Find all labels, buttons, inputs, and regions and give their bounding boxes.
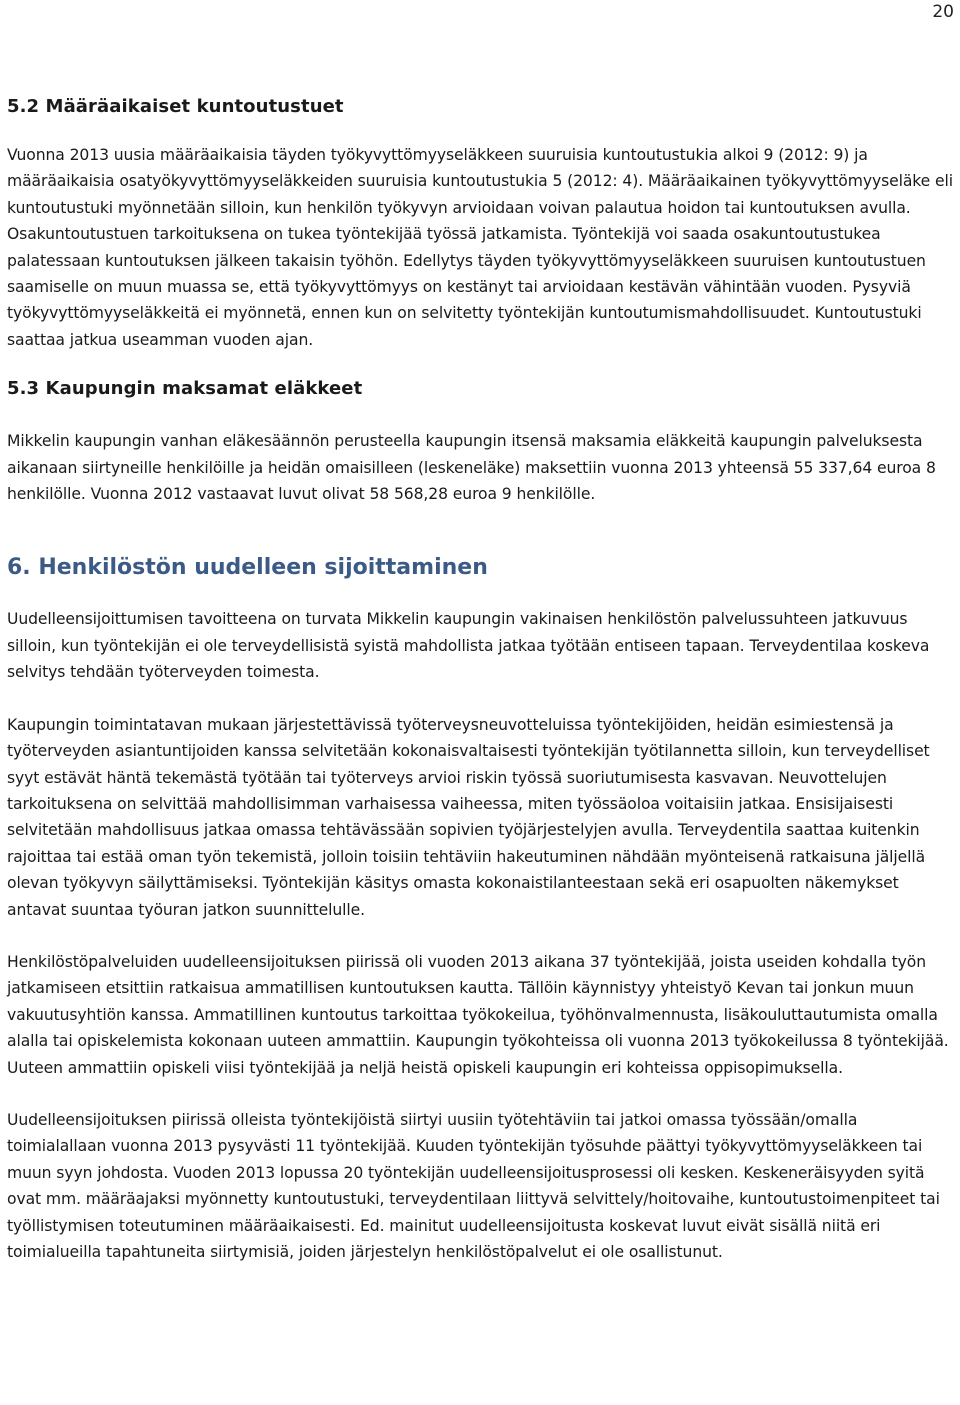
section-5-2-heading: 5.2 Määräaikaiset kuntoutustuet [7, 96, 344, 117]
section-5-2-paragraph: Vuonna 2013 uusia määräaikaisia täyden työkyvyttömyyseläkkeen suuruisia kuntoutustukia alkoi 9 (2012: 9) ja määräaikaisia osatyökyvyttömyyseläkkeiden suuruisia kuntoutustukia 5 (2012: 4). Määräaikainen työkyvyttömyyseläke eli kuntoutustuki myönnetään silloin, kun henkilön työkyvyn arvioidaan voivan palautua hoidon tai kuntoutuksen avulla. Osakuntoutustuen tarkoituksena on tukea työntekijää työssä jatkamista. Työntekijä voi saada osakuntoutustukea palatessaan kuntoutuksen jälkeen takaisin työhön. Edellytys täyden työkyvyttömyyseläkkeen suuruisen kuntoutustuen saamiselle on muun muassa se, että työkyvyttömyys on kestänyt tai arvioidaan kestävän vähintään vuoden. Pysyviä työkyvyttömyyseläkkeitä ei myönnetä, ennen kun on selvitetty työntekijän kuntoutumismahdollisuudet. Kuntoutustuki saattaa jatkua useamman vuoden ajan. [7, 146, 953, 349]
page-number: 20 [932, 2, 954, 22]
section-5-3-paragraph: Mikkelin kaupungin vanhan eläkesäännön perusteella kaupungin itsensä maksamia eläkkeitä kaupungin palveluksesta aikanaan siirtyneille henkilöille ja heidän omaisilleen (leskeneläke) maksettiin vuonna 2013 yhteensä 55 337,64 euroa 8 henkilölle. Vuonna 2012 vastaavat luvut olivat 58 568,28 euroa 9 henkilölle. [7, 432, 936, 504]
section-6-paragraph-2: Kaupungin toimintatavan mukaan järjestettävissä työterveysneuvotteluissa työntekijöiden, heidän esimiestensä ja työterveyden asiantuntijoiden kanssa selvitetään kokonaisvaltaisesti työntekijän työtilannetta silloin, kun terveydelliset syyt estävät häntä tekemästä työtään tai työterveys arvioi riskin työssä suoriutumisesta kasvavan. Neuvottelujen tarkoituksena on selvittää mahdollisimman varhaisessa vaiheessa, miten työssäoloa voitaisiin jatkaa. Ensisijaisesti selvitetään mahdollisuus jatkaa omassa tehtävässään sopivien työjärjestelyjen avulla. Terveydentila saattaa kuitenkin rajoittaa tai estää oman työn tekemistä, jolloin toisiin tehtäviin hakeutuminen nähdään myönteisenä ratkaisuna jäljellä olevan työkyvyn säilyttämiseksi. Työntekijän käsitys omasta kokonaistilanteestaan sekä eri osapuolten näkemykset antavat suuntaa työuran jatkon suunnittelulle. [7, 715, 930, 919]
section-6-paragraph-1: Uudelleensijoittumisen tavoitteena on turvata Mikkelin kaupungin vakinaisen henkilöstön palvelussuhteen jatkuvuus silloin, kun työntekijän ei ole terveydellisistä syistä mahdollista jatkaa työtään entiseen tapaan. Terveydentilaa koskeva selvitys tehdään työterveyden toimesta. [7, 610, 930, 682]
document-body [7, 94, 953, 1265]
section-6-paragraph-3: Henkilöstöpalveluiden uudelleensijoituksen piirissä oli vuoden 2013 aikana 37 työntekijää, joista useiden kohdalla työn jatkamiseen etsittiin ratkaisua ammatillisen kuntoutuksen kautta. Tällöin käynnistyy yhteistyö Kevan tai jonkun muun vakuutusyhtiön kanssa. Ammatillinen kuntoutus tarkoittaa työkokeilua, työhönvalmennusta, lisäkouluttautumista omalla alalla tai opiskelemista kokonaan uuteen ammattiin. Kaupungin työkohteissa oli vuonna 2013 työkokeilussa 8 työntekijää. Uuteen ammattiin opiskeli viisi työntekijää ja neljä heistä opiskeli kaupungin eri kohteissa oppisopimuksella. [7, 952, 949, 1077]
section-6-heading: 6. Henkilöstön uudelleen sijoittaminen [7, 555, 488, 581]
section-5-3-heading: 5.3 Kaupungin maksamat eläkkeet [7, 378, 363, 400]
section-6-paragraph-4: Uudelleensijoituksen piirissä olleista työntekijöistä siirtyi uusiin työtehtäviin tai jatkoi omassa työssään/omalla toimialallaan vuonna 2013 pysyvästi 11 työntekijää. Kuuden työntekijän työsuhde päättyi työkyvyttömyyseläkkeen tai muun syyn johdosta. Vuoden 2013 lopussa 20 työntekijän uudelleensijoitusprosessi oli kesken. Keskeneräisyyden syitä ovat mm. määräajaksi myönnetty kuntoutustuki, terveydentilaan liittyvä selvittely/hoitovaihe, kuntoutustoimenpiteet tai työllistymisen toteutuminen määräaikaisesti. Ed. mainitut uudelleensijoitusta koskevat luvut eivät sisällä niitä eri toimialueilla tapahtuneita siirtymisiä, joiden järjestelyn henkilöstöpalvelut ei ole osallistunut. [7, 1110, 940, 1261]
